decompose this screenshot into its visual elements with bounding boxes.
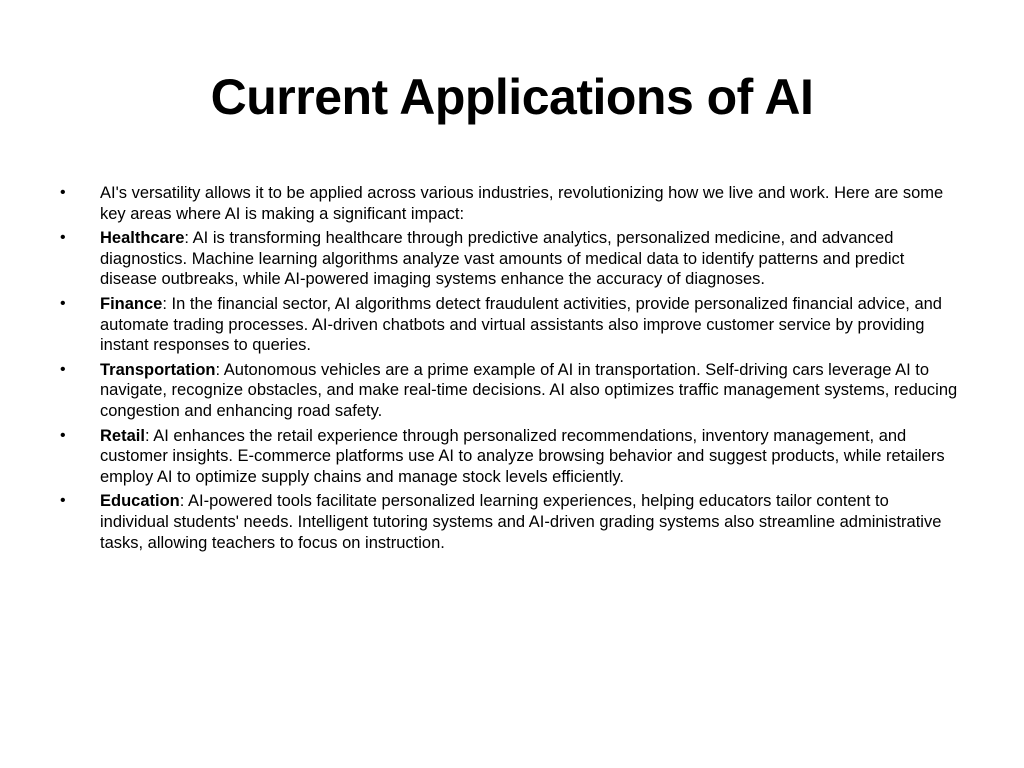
- bullet-item-retail: [60, 426, 960, 488]
- bullet-marker: •: [60, 229, 66, 247]
- bullet-marker: •: [60, 492, 66, 510]
- bullet-description: : AI enhances the retail experience through personalized recommendations, inventory management, and customer insights. E-commerce platforms use AI to analyze browsing behavior and suggest products, while retailers employ AI to optimize supply chains and manage stock levels efficiently.: [100, 426, 945, 486]
- bullet-term: Finance: [100, 294, 163, 313]
- bullet-term: Education: [100, 492, 180, 511]
- bullet-item-finance: [60, 294, 960, 356]
- bullet-term: Retail: [100, 426, 145, 445]
- bullet-text: [100, 491, 960, 553]
- bullet-description: : Autonomous vehicles are a prime example of AI in transportation. Self-driving cars leverage AI to navigate, recognize obstacles, and make real-time decisions. AI also optimizes traffic management systems, reducing congestion and enhancing road safety.: [100, 360, 958, 420]
- bullet-text: [100, 228, 960, 290]
- bullet-marker: •: [60, 426, 66, 444]
- bullet-item-transportation: [60, 360, 960, 422]
- bullet-item-education: [60, 491, 960, 553]
- bullet-marker: •: [60, 184, 66, 201]
- bullet-text: AI's versatility allows it to be applied across various industries, revolutionizing how we live and work. Here are some key areas where AI is making a significant impact:: [100, 184, 944, 223]
- bullet-term: Transportation: [100, 360, 216, 379]
- bullet-description: : In the financial sector, AI algorithms detect fraudulent activities, provide personalized financial advice, and automate trading processes. AI-driven chatbots and virtual assistants also improve customer service by providing instant responses to queries.: [100, 294, 942, 355]
- bullet-term: Healthcare: [100, 229, 185, 248]
- bullet-marker: •: [60, 360, 66, 378]
- bullet-item-healthcare: [60, 228, 960, 290]
- bullet-list: [60, 183, 960, 557]
- slide-title: Current Applications of AI: [210, 69, 814, 125]
- bullet-description: : AI is transforming healthcare through predictive analytics, personalized medicine, and advanced diagnostics. Machine learning algorithms analyze vast amounts of medical data to identify patterns and predict disease outbreaks, while AI-powered imaging systems enhance the accuracy of diagnoses.: [100, 229, 905, 289]
- bullet-text: [100, 360, 960, 422]
- bullet-text: [100, 294, 960, 356]
- bullet-item-intro: [60, 183, 960, 224]
- bullet-marker: •: [60, 294, 66, 312]
- bullet-text: [100, 426, 960, 488]
- bullet-description: : AI-powered tools facilitate personalized learning experiences, helping educators tailor content to individual students' needs. Intelligent tutoring systems and AI-driven grading systems also streamline administrative tasks, allowing teachers to focus on instruction.: [100, 492, 942, 552]
